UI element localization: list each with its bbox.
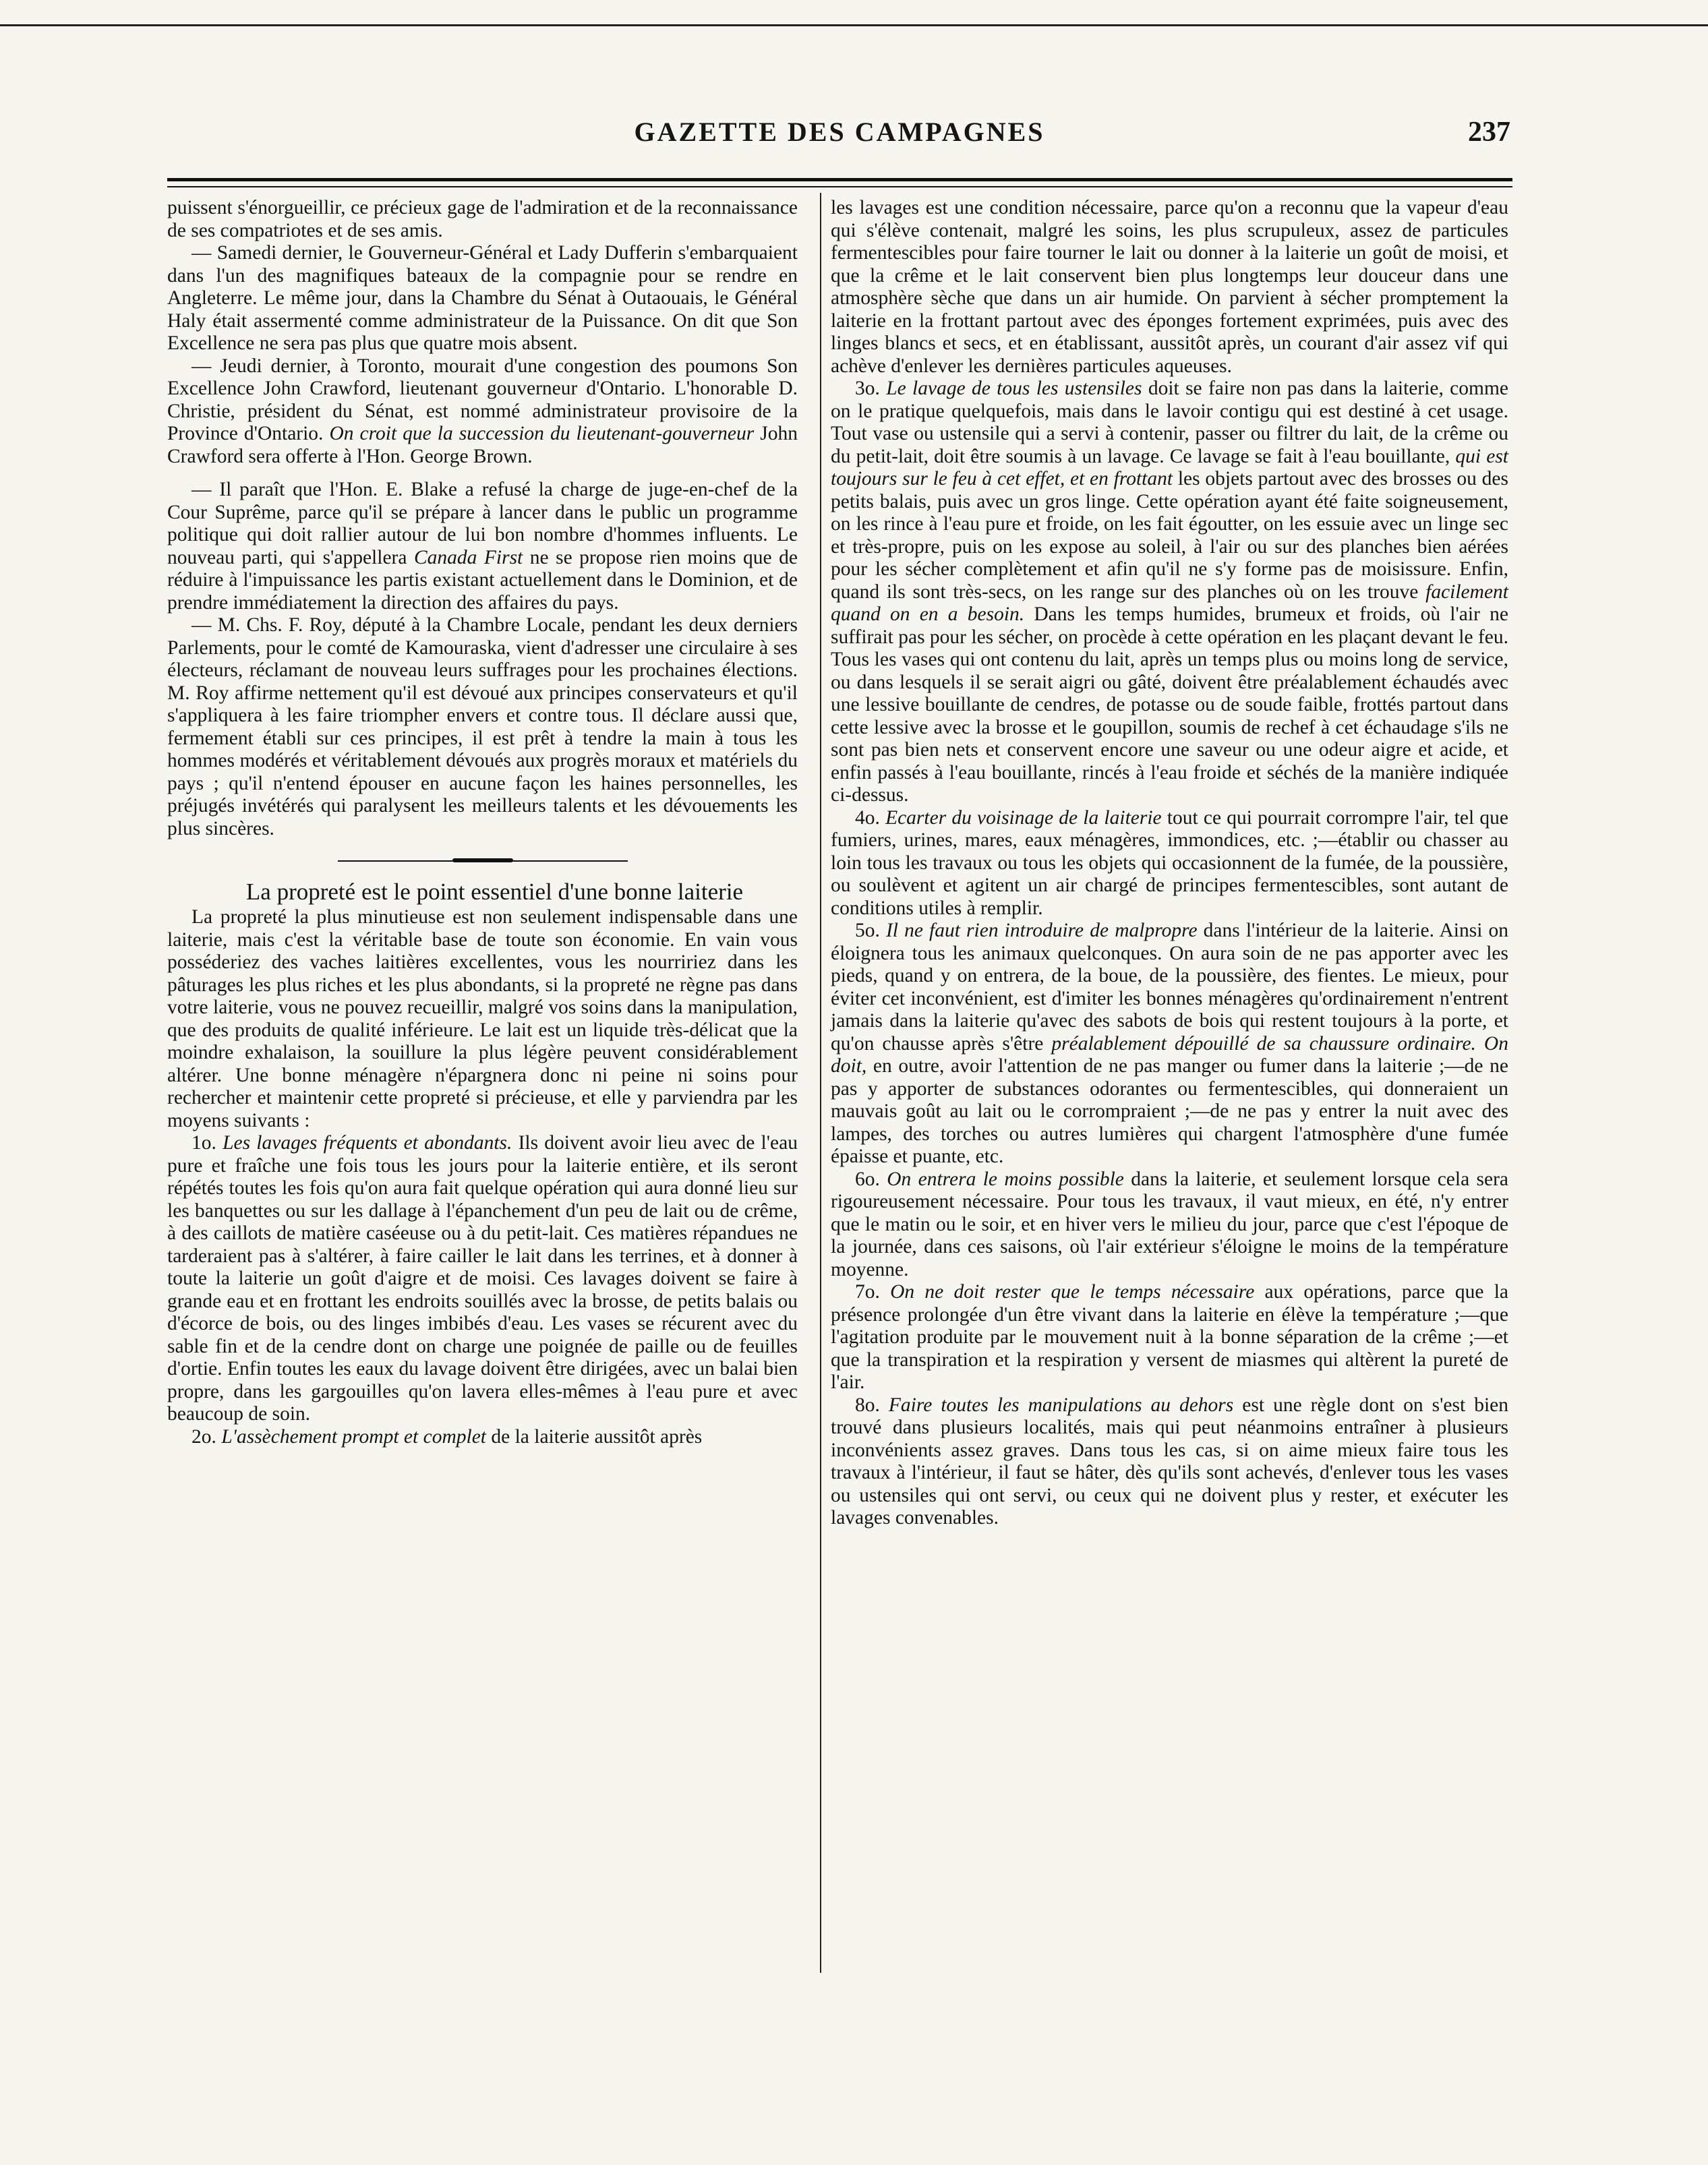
page-top-rule bbox=[0, 24, 1708, 26]
section-separator bbox=[338, 858, 628, 864]
page-number: 237 bbox=[1468, 117, 1510, 148]
article-point-6: 6o. On entrera le moins possible dans la laiterie, et seulement lorsque cela sera rigoureusement nécessaire. Pour tous les travaux, il vaut mieux, en été, n'y entrer que le matin ou le soir, et en hiver vers le milieu du jour, parce que c'est l'époque de la journée, dans ces saisons, où l'air extérieur s'éloigne le moins de la température moyenne. bbox=[831, 1168, 1509, 1280]
article-intro: La propreté la plus minutieuse est non seulement indispensable dans une laiterie, mais c'est la véritable base de toute son économie. En vain vous posséderiez des vaches laitières excellentes, vous les nourririez dans les pâturages les plus riches et les plus abondants, si la propreté ne règne pas dans votre laiterie, vous ne pouvez recueillir, malgré vos soins dans la manipulation, que des produits de qualité inférieure. Le lait est un liquide très-délicat que la moindre exhalaison, la souillure la plus légère peuvent considérablement altérer. Une bonne ménagère n'épargnera donc ni peine ni soins pour rechercher et maintenir cette propreté si précieuse, et elle y parviendra par les moyens suivants : bbox=[167, 906, 798, 1131]
news-item-dufferin: — Samedi dernier, le Gouverneur-Général et Lady Dufferin s'embarquaient dans l'un des magnifiques bateaux de la compagnie pour se rendre en Angleterre. Le même jour, dans la Chambre du Sénat à Outaouais, le Général Haly était assermenté comme administrateur de la Puissance. On dit que Son Excellence ne sera pas plus que quatre mois absent. bbox=[167, 242, 798, 354]
article-point-7: 7o. On ne doit rester que le temps nécessaire aux opérations, parce que la présence prolongée d'un être vivant dans la laiterie en élève la température ;—que l'agitation produite par le mouvement nuit à la bonne séparation de la crême ;—et que la transpiration et la respiration y versent de miasmes qui altèrent la pureté de l'air. bbox=[831, 1281, 1509, 1393]
article-point-5: 5o. Il ne faut rien introduire de malpropre dans l'intérieur de la laiterie. Ainsi on éloignera tous les animaux quelconques. On aura soin de ne pas apporter avec les pieds, quand y on entrera, de la boue, de la poussière, des fientes. Le mieux, pour éviter cet inconvénient, est d'imiter les bonnes ménagères qu'ordinairement n'entrent jamais dans la laiterie qu'avec des sabots de bois qui restent toujours à la porte, et qu'on chausse après s'être préalablement dépouillé de sa chaussure ordinaire. On doit, en outre, avoir l'attention de ne pas manger ou fumer dans la laiterie ;—de ne pas y apporter de substances odorantes ou fermentescibles, qui donneraient un mauvais goût au lait ou le corrompraient ;—de ne pas y entrer la nuit avec des lampes, des torches ou autres lumières qui chargent l'atmosphère d'une fumée épaisse et puante, etc. bbox=[831, 920, 1509, 1167]
column-divider bbox=[820, 193, 821, 1973]
right-column bbox=[831, 197, 1508, 1530]
masthead bbox=[169, 116, 1510, 156]
news-item-crawford: — Jeudi dernier, à Toronto, mourait d'une congestion des poumons Son Excellence John Crawford, lieutenant gouverneur d'Ontario. L'honorable D. Christie, président du Sénat, est nommé administrateur provisoire de la Province d'Ontario. On croit que la succession du lieutenant-gouverneur John Crawford sera offerte à l'Hon. George Brown. bbox=[167, 355, 798, 467]
article-point-8: 8o. Faire toutes les manipulations au dehors est une règle dont on s'est bien trouvé dans plusieurs localités, mais qui peut néanmoins entraîner à plusieurs inconvénients assez graves. Dans tous les cas, si on aime mieux faire tous les travaux à l'intérieur, il faut se hâter, dès qu'ils sont achevés, d'enlever tous les vases ou ustensiles qui ont servi, ou ceux qui ne doivent plus y rester, et exécuter les lavages convenables. bbox=[831, 1394, 1508, 1529]
header-rule-thick bbox=[167, 178, 1512, 181]
section-heading: La propreté est le point essentiel d'une bonne laiterie bbox=[245, 879, 744, 905]
left-column bbox=[167, 197, 798, 1448]
paragraph: puissent s'énorgueillir, ce précieux gage de l'admiration et de la reconnaissance de ses compatriotes et de ses amis. bbox=[167, 197, 798, 241]
article-point-2: 2o. L'assèchement prompt et complet de la laiterie aussitôt après bbox=[192, 1425, 703, 1448]
article-point-3: 3o. Le lavage de tous les ustensiles doit se faire non pas dans la laiterie, comme on le pratique quelquefois, mais dans le lavoir contigu qui est destiné à cet usage. Tout vase ou ustensile qui a servi à contenir, passer ou filtrer du lait, de la crême ou du petit-lait, doit être soumis à un lavage. Ce lavage se fait à l'eau bouillante, qui est toujours sur le feu à cet effet, et en frottant les objets partout avec des brosses ou des petits balais, puis avec un gros linge. Cette opération ayant été faite soigneusement, on les rince à l'eau pure et froide, on les fait égoutter, on les essuie avec un linge sec et très-propre, puis on les expose au soleil, à l'air ou sur des planches bien aérées pour les sécher complètement et afin qu'il ne s'y forme pas de moisissure. Enfin, quand ils sont très-secs, on les range sur des planches où on les trouve facilement quand on en a besoin. Dans les temps humides, brumeux et froids, où l'air ne suffirait pas pour les sécher, on procède à cette opération en les plaçant devant le feu. Tous les vases qui ont contenu du lait, après un temps plus ou moins long de service, ou dans lesquels il se serait aigri ou gâté, doivent être préalablement échaudés avec une lessive bouillante de cendres, de potasse ou de soude faible, frottés partout dans cette lessive avec la brosse et le goupillon, soumis de rechef à cet échaudage s'ils ne sont pas bien nets et conservent encore une saveur ou une odeur aigre et acide, et enfin passés à l'eau bouillante, rincés à l'eau froide et séchés de la manière indiquée ci-dessus. bbox=[831, 378, 1509, 806]
article-point-1: 1o. Les lavages fréquents et abondants. Ils doivent avoir lieu avec de l'eau pure et fraîche une fois tous les jours pour la laiterie entière, et ils seront répétés toutes les fois qu'on aura fait quelque opération qui aura donné lieu sur les banquettes ou sur les dallage à l'épanchement d'un peu de lait ou de crême, à des caillots de matière caséeuse ou à du petit-lait. Ces matières répandues ne tarderaient pas à s'altérer, à faire cailler le lait dans les terrines, et à donner à toute la laiterie un goût d'aigre et de moisi. Ces lavages doivent se faire à grande eau et en frottant les endroits souillés avec la brosse, de petits balais ou d'écorce de bois, ou des linges imbibés d'eau. Les vases se récurent avec du sable fin et de la cendre dont on charge une poignée de paille ou de feuilles d'ortie. Enfin toutes les eaux du lavage doivent être dirigées, avec un balai bien propre, dans les gargouilles qu'on lavera elles-mêmes à l'eau pure et avec beaucoup de soin. bbox=[167, 1132, 798, 1425]
article-continuation: les lavages est une condition nécessaire, parce qu'on a reconnu que la vapeur d'eau qui s'élève contenait, malgré les soins, les plus scrupuleux, assez de particules fermentescibles pour faire tourner le lait ou donner à la laiterie un goût de moisi, et que la crême et le lait conservent bien plus longtemps leur douceur dans une atmosphère sèche que dans un air humide. On parvient à sécher promptement la laiterie en la frottant partout avec des éponges fortement exprimées, puis avec des linges blancs et secs, et en établissant, aussitôt après, un courant d'air assez vif qui achève d'enlever les dernières particules aqueuses. bbox=[831, 197, 1508, 377]
news-item-blake: — Il paraît que l'Hon. E. Blake a refusé la charge de juge-en-chef de la Cour Suprême, parce qu'il se prépare à lancer dans le public un programme politique qui doit rallier autour de lui bon nombre d'hommes influents. Le nouveau parti, qui s'appellera Canada First ne se propose rien moins que de réduire à l'impuissance les partis existant actuellement dans le Dominion, et de prendre immédiatement la direction des affaires du pays. bbox=[167, 479, 798, 614]
newspaper-title: GAZETTE DES CAMPAGNES bbox=[634, 117, 1045, 147]
header-rule-thin bbox=[167, 186, 1512, 187]
article-point-4: 4o. Ecarter du voisinage de la laiterie tout ce qui pourrait corrompre l'air, tel que fumiers, urines, mares, eaux ménagères, immondices, etc. ;—établir ou chasser au loin tous les travaux ou tous les objets qui occasionnent de la fumée, de la poussière, ou soulèvent et agitent un air chargé de principes fermentescibles, sont autant de conditions utiles à remplir. bbox=[831, 806, 1508, 919]
news-item-roy: — M. Chs. F. Roy, député à la Chambre Locale, pendant les deux derniers Parlements, pour le comté de Kamouraska, vient d'adresser une circulaire à ses électeurs, réclamant de nouveau leurs suffrages pour les prochaines élections. M. Roy affirme nettement qu'il est dévoué aux principes conservateurs et qu'il s'appliquera à les faire triompher envers et contre tous. Il déclare aussi que, fermement établi sur ces principes, il est prêt à tendre la main à tous les hommes modérés et véritablement dévoués aux progrès moraux et matériels du pays ; qu'il n'entend épouser en aucune façon les haines personnelles, les préjugés invétérés qui paralysent les meilleurs talents et les dévouements les plus sincères. bbox=[167, 614, 798, 839]
